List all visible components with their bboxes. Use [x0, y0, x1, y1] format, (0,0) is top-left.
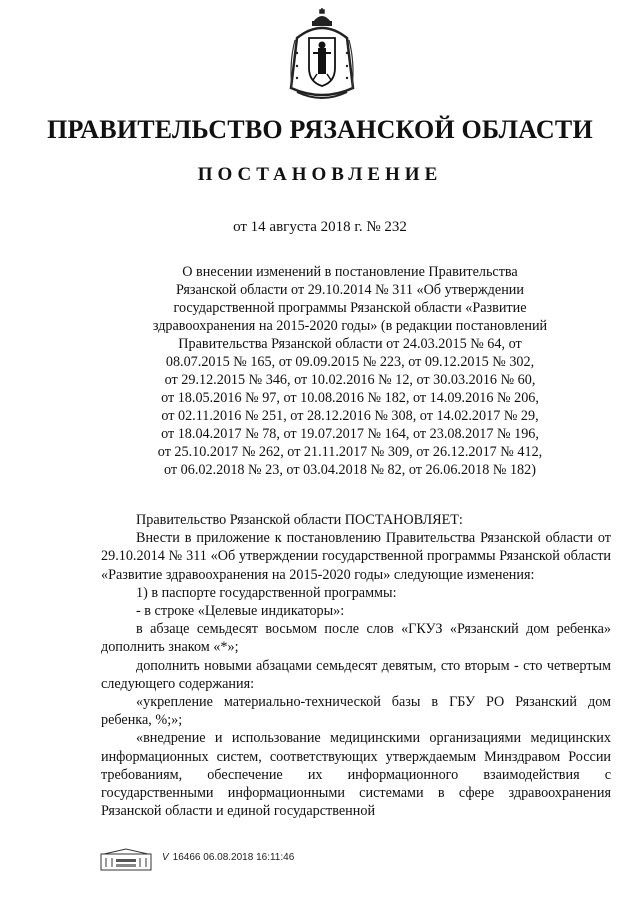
- subject-line: здравоохранения на 2015-2020 годы» (в редакции постановлений: [152, 318, 548, 334]
- body-paragraph: в абзаце семьдесят восьмом после слов «ГКУЗ «Рязанский дом ребенка» дополнить знаком «*»;: [101, 621, 611, 656]
- organization-title: ПРАВИТЕЛЬСТВО РЯЗАНСКОЙ ОБЛАСТИ: [47, 115, 593, 144]
- subject-line: государственной программы Рязанской области «Развитие: [173, 300, 527, 316]
- body-paragraph: 1) в паспорте государственной программы:: [136, 584, 397, 601]
- body-paragraph: «укрепление материально-технической базы в ГБУ РО Рязанский дом ребенка, %;»;: [101, 694, 611, 729]
- body-paragraph: - в строке «Целевые индикаторы»:: [136, 603, 345, 620]
- body-paragraph: дополнить новыми абзацами семьдесят девятым, сто вторым - сто четвертым следующего содержания:: [101, 657, 611, 692]
- body-paragraph: «внедрение и использование медицинскими организациями медицинских информационных систем, соответствующих утверждаемым Минздравом России требованиям, обеспечение их информационного взаимодействия с государственными информационными системами в сфере здравоохранения Рязанской области и единой государственной: [101, 730, 611, 820]
- subject-line: от 18.04.2017 № 78, от 19.07.2017 № 164, от 23.08.2017 № 196,: [161, 426, 539, 442]
- preamble-paragraph: Правительство Рязанской области ПОСТАНОВЛЯЕТ:: [136, 512, 463, 528]
- subject-line: от 29.12.2015 № 346, от 10.02.2016 № 12, от 30.03.2016 № 60,: [164, 372, 536, 388]
- subject-line: от 02.11.2016 № 251, от 28.12.2016 № 308, от 14.02.2017 № 29,: [161, 408, 539, 424]
- registration-stamp-icon: [100, 848, 152, 872]
- subject-line: Правительства Рязанской области от 24.03.2015 № 64, от: [178, 336, 522, 352]
- subject-line: от 18.05.2016 № 97, от 10.08.2016 № 182, от 14.09.2016 № 206,: [161, 390, 539, 406]
- coat-of-arms-emblem: [283, 8, 361, 106]
- registration-mark: [162, 852, 294, 863]
- subject-line: от 06.02.2018 № 23, от 03.04.2018 № 82, от 26.06.2018 № 182): [164, 462, 536, 478]
- subject-line: 08.07.2015 № 165, от 09.09.2015 № 223, от 09.12.2015 № 302,: [165, 354, 535, 370]
- subject-line: О внесении изменений в постановление Правительства: [182, 264, 518, 280]
- document-type: ПОСТАНОВЛЕНИЕ: [197, 164, 443, 185]
- subject-line: Рязанской области от 29.10.2014 № 311 «Об утверждении: [176, 282, 524, 298]
- document-date-number: от 14 августа 2018 г. № 232: [233, 219, 407, 235]
- registration-prefix: V: [162, 852, 169, 863]
- body-paragraph: Внести в приложение к постановлению Правительства Рязанской области от 29.10.2014 № 311 «Об утверждении государственной программы Рязанской области «Развитие здравоохранения на 2015-2020 годы» следующие изменения:: [101, 530, 611, 583]
- subject-line: от 25.10.2017 № 262, от 21.11.2017 № 309, от 26.12.2017 № 412,: [157, 444, 543, 460]
- registration-number-timestamp: 16466 06.08.2018 16:11:46: [172, 852, 295, 863]
- document-subject: [130, 263, 570, 479]
- document-body: [101, 511, 611, 820]
